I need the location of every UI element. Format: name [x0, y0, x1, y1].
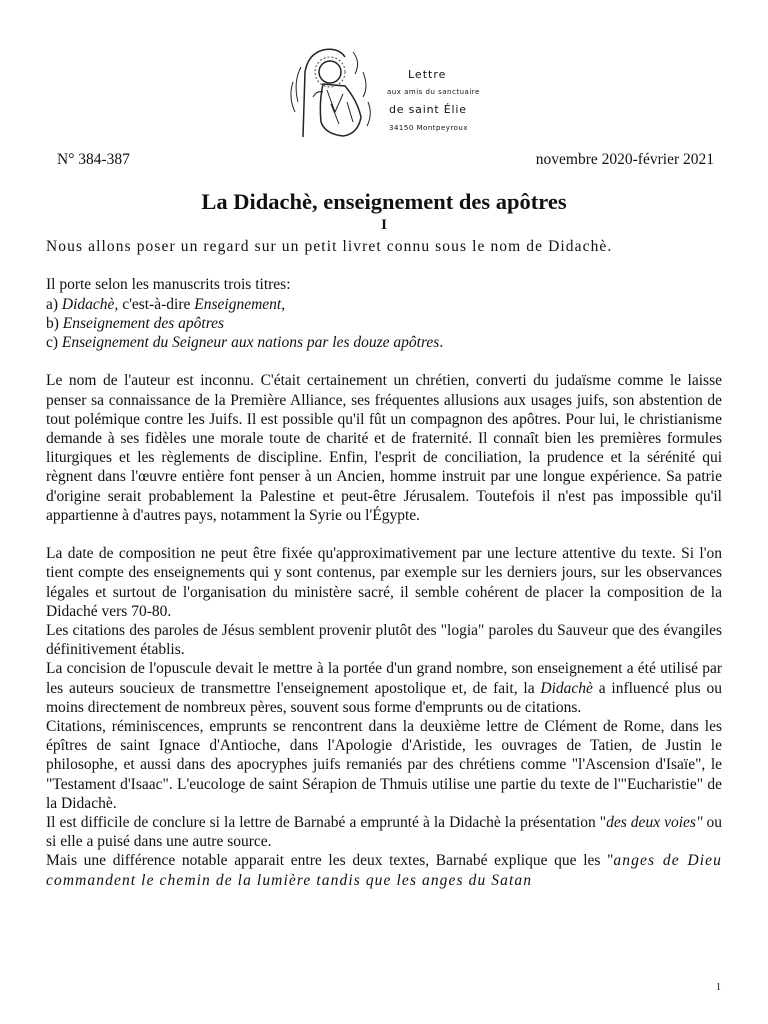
issue-number: N° 384-387: [57, 151, 130, 168]
article-title: La Didachè, enseignement des apôtres: [201, 189, 567, 214]
letterhead-saint-elie: de saint Élie: [389, 103, 467, 116]
letterhead-montpeyroux: 34150 Montpeyroux: [389, 124, 468, 132]
issue-date: novembre 2020-février 2021: [535, 151, 714, 168]
letterhead-amis: aux amis du sanctuaire: [387, 88, 480, 96]
letterhead-lettre: Lettre: [408, 68, 447, 81]
part-number: I: [381, 217, 387, 233]
barnabe-paragraph: Il est difficile de conclure si la lettre de Barnabé a emprunté à la Didachè la présentation "des deux voies" ou si elle a puisé dans une autre source.: [46, 814, 723, 851]
title-b: b) Enseignement des apôtres: [46, 314, 225, 332]
title-c: c) Enseignement du Seigneur aux nations par les douze apôtres.: [46, 334, 444, 351]
saint-elie-emblem: [283, 42, 383, 142]
titles-intro: Il porte selon les manuscrits trois titres:: [46, 276, 291, 294]
title-a: a) Didachè, c'est-à-dire Enseignement,: [46, 295, 286, 313]
author-paragraph: Le nom de l'auteur est inconnu. C'était certainement un chrétien, converti du judaïsme comme le laisse penser sa connaissance de la Première Alliance, ses fréquentes allusions aux usages juifs, son abstention de tout polémique contre les Juifs. Il est possible qu'il fût un compagnon des apôtres. Pour lui, le christianisme demande à ses fidèles une morale toute de charité et de fraternité. Il connaît bien les premières formules liturgiques et les règlements de discipline. Enfin, l'esprit de conciliation, la prudence et la sérénité qui règnent dans l'œuvre entière font penser à un Ancien, homme instruit par une longue expérience. Sa patrie d'origine serait probablement la Palestine et peut-être Jérusalem. Toutefois il n'est pas impossible qu'il appartienne à d'autres pays, notamment la Syrie ou l'Égypte.: [46, 372, 722, 524]
date-paragraph: La date de composition ne peut être fixée qu'approximativement par une lecture attentive du texte. Si l'on tient compte des enseignements qui y sont contenus, par exemple sur les derniers jours, sur les observances légales et surtout de l'organisation du ministère sacré, il semble cohérent de placer la composition de la Didaché vers 70-80.: [46, 545, 722, 620]
concision-paragraph: La concision de l'opuscule devait le mettre à la portée d'un grand nombre, son enseignement a été utilisé par les auteurs soucieux de transmettre l'enseignement apostolique et, de fait, la Didachè a influencé plus ou moins directement de nombreux pères, souvent sous forme d'emprunts ou de citations.: [46, 660, 722, 716]
difference-paragraph: Mais une différence notable apparait entre les deux textes, Barnabé explique que les "anges de Dieu commandent le chemin de la lumière tandis que les anges du Satan: [46, 852, 722, 889]
page-number: 1: [716, 982, 721, 993]
citations-paragraph: Les citations des paroles de Jésus semblent provenir plutôt des "logia" paroles du Sauveur que des évangiles définitivement établis.: [46, 622, 722, 659]
intro-paragraph: Nous allons poser un regard sur un petit livret connu sous le nom de Didachè.: [46, 238, 613, 255]
article-body: [46, 237, 722, 890]
letterhead: [283, 42, 523, 142]
reminiscences-paragraph: Citations, réminiscences, emprunts se rencontrent dans la deuxième lettre de Clément de Rome, dans les épîtres de saint Ignace d'Antioche, dans l'Apologie d'Aristide, les ouvrages de Tatien, de Justin le philosophe, et aussi dans des apocryphes juifs remaniés par des chrétiens comme "l'Ascension d'Isaïe", le "Testament d'Isaac". L'eucologe de saint Sérapion de Thmuis utilise une partie du texte de l'"Eucharistie" de la Didachè.: [46, 718, 722, 812]
